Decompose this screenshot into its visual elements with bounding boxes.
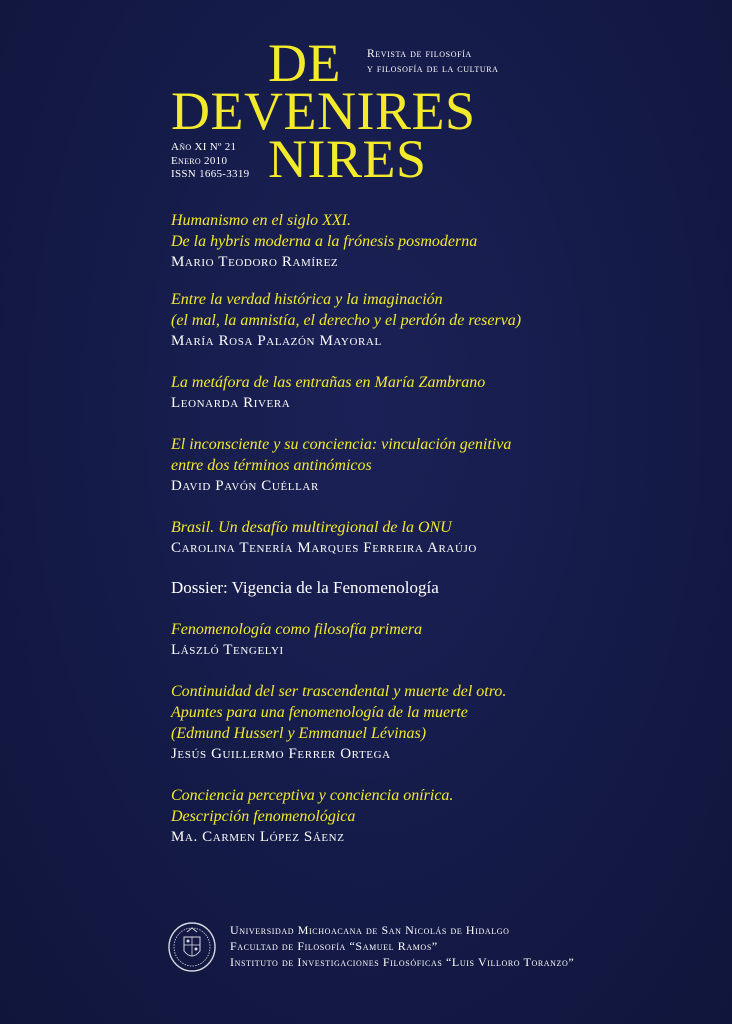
article-title: Fenomenología como filosofía primera [171, 621, 423, 638]
university-name: Universidad Michoacana de San Nicolás de Hidalgo [230, 923, 510, 937]
article-author: Leonarda Rivera [171, 395, 291, 411]
table-of-contents [171, 210, 711, 848]
article-author: David Pavón Cuéllar [171, 478, 319, 494]
logo-line-de: DE [268, 33, 341, 93]
dossier-article-3 [171, 785, 711, 848]
faculty-name: Facultad de Filosofía “Samuel Ramos” [230, 939, 438, 953]
article-title: (Edmund Husserl y Emmanuel Lévinas) [171, 725, 427, 742]
dossier-article-2 [171, 681, 711, 765]
article-title: entre dos términos antinómicos [171, 457, 372, 474]
article-title: De la hybris moderna a la frónesis posmoderna [171, 233, 478, 250]
article-title: Conciencia perceptiva y conciencia onírica. [171, 787, 454, 804]
issue-number: Año XI Nº 21 [171, 141, 237, 153]
logo-line-devenires: DEVENIRES [171, 81, 476, 141]
subtitle-line: y filosofía de la cultura [367, 63, 499, 75]
logo-line-nires: NIRES [268, 129, 427, 189]
university-seal-icon [167, 921, 217, 973]
article-author: Carolina Tenería Marques Ferreira Araújo [171, 540, 477, 556]
article-3 [171, 372, 711, 414]
article-author: María Rosa Palazón Mayoral [171, 333, 382, 349]
article-title: El inconsciente y su conciencia: vinculación genitiva [171, 436, 512, 453]
journal-subtitle [367, 47, 499, 77]
subtitle-line: Revista de filosofía [367, 48, 472, 60]
article-5 [171, 517, 711, 559]
institution-footer [230, 922, 574, 970]
article-title: Brasil. Un desafío multiregional de la ONU [171, 519, 452, 536]
dossier-heading: Dossier: Vigencia de la Fenomenología [171, 578, 439, 597]
issue-date: Enero 2010 [171, 154, 228, 167]
article-title: La metáfora de las entrañas en María Zambrano [171, 374, 486, 391]
article-author: Mario Teodoro Ramírez [171, 254, 339, 270]
article-title: Humanismo en el siglo XXI. [171, 212, 351, 229]
article-title: Continuidad del ser trascendental y muerte del otro. [171, 683, 507, 700]
article-2 [171, 289, 711, 352]
article-title: (el mal, la amnistía, el derecho y el perdón de reserva) [171, 312, 522, 329]
issue-info [171, 141, 249, 182]
article-1 [171, 210, 711, 273]
article-author: Jesús Guillermo Ferrer Ortega [171, 746, 391, 762]
article-title: Descripción fenomenológica [171, 808, 356, 825]
article-title: Apuntes para una fenomenología de la muerte [171, 704, 468, 721]
article-4 [171, 434, 711, 497]
dossier-article-1 [171, 619, 711, 661]
article-title: Entre la verdad histórica y la imaginación [171, 291, 443, 308]
article-author: László Tengelyi [171, 642, 284, 658]
article-author: Ma. Carmen López Sáenz [171, 829, 345, 845]
issn: ISSN 1665-3319 [171, 168, 250, 180]
institute-name: Instituto de Investigaciones Filosóficas “Luis Villoro Toranzo” [230, 955, 575, 969]
